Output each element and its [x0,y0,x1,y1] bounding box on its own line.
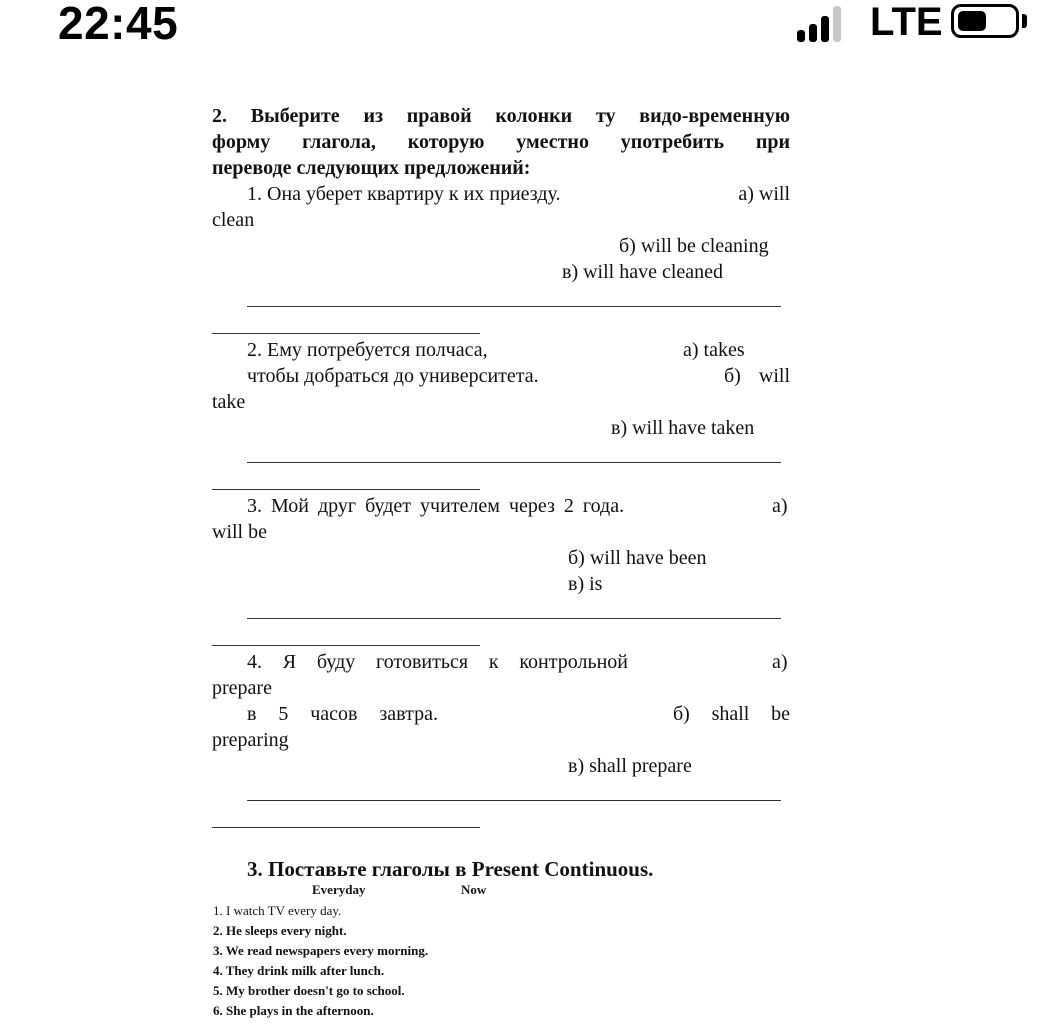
item2-option-c: в) will have taken [611,417,755,439]
item3-answer-line [247,618,781,619]
item4-option-a: а) [772,651,788,673]
network-type: LTE [870,0,943,44]
item3-option-b: б) will have been [568,547,707,569]
item4-sentence-2: в 5 часов завтра. [247,703,438,725]
task2-heading-line-1: 2. Выберите из правой колонки ту видо-временную [212,105,790,127]
task3-sentence: 4. They drink milk after lunch. [213,963,385,978]
item1-option-a-cont: clean [212,209,255,231]
task2-heading-line-3: переводе следующих предложений: [212,157,531,179]
item1-answer-line-short [212,333,480,334]
item4-option-c: в) shall prepare [568,755,692,777]
item2-answer-line [247,462,781,463]
item2-answer-line-short [212,489,480,490]
task3-sentence: 1. I watch TV every day. [213,903,342,918]
item4-option-b: б) shall be [673,703,790,725]
task3-sentence: 6. She plays in the afternoon. [213,1003,374,1018]
item1-sentence: 1. Она уберет квартиру к их приезду. [247,183,561,205]
item1-option-a: а) will [738,183,790,205]
item4-option-a-cont: prepare [212,677,272,699]
task3-title: 3. Поставьте глаголы в Present Continuous. [247,857,654,881]
item1-line1 [247,181,790,207]
item3-sentence: 3. Мой друг будет учителем через 2 года. [247,495,625,517]
clock: 22:45 [58,0,179,49]
item4-answer-line-short [212,827,480,828]
item4-sentence-1: 4. Я буду готовиться к контрольной [247,651,628,673]
item1-option-c: в) will have cleaned [562,261,724,283]
task3-sentence: 3. We read newspapers every morning. [213,943,429,958]
item3-option-a-cont: will be [212,521,267,543]
task3-sentence: 2. He sleeps every night. [213,923,347,938]
item4-option-b-cont: preparing [212,729,289,751]
item3-option-a: а) [772,495,788,517]
task3-sentence: 5. My brother doesn't go to school. [213,983,405,998]
item1-answer-line [247,306,781,307]
task3-column-everyday: Everyday [312,882,366,897]
item2-option-b: б) will [724,365,790,387]
item4-answer-line [247,800,781,801]
item3-answer-line-short [212,645,480,646]
item3-option-c: в) is [568,573,603,595]
item2-sentence-2: чтобы добраться до университета. [247,365,539,387]
item1-option-b: б) will be cleaning [619,235,769,257]
item2-option-b-cont: take [212,391,246,413]
item2-option-a: а) takes [683,339,745,361]
item2-sentence-1: 2. Ему потребуется полчаса, [247,339,488,361]
task3-column-now: Now [461,882,487,897]
task2-heading-line-2: форму глагола, которую уместно употребить при [212,131,790,153]
